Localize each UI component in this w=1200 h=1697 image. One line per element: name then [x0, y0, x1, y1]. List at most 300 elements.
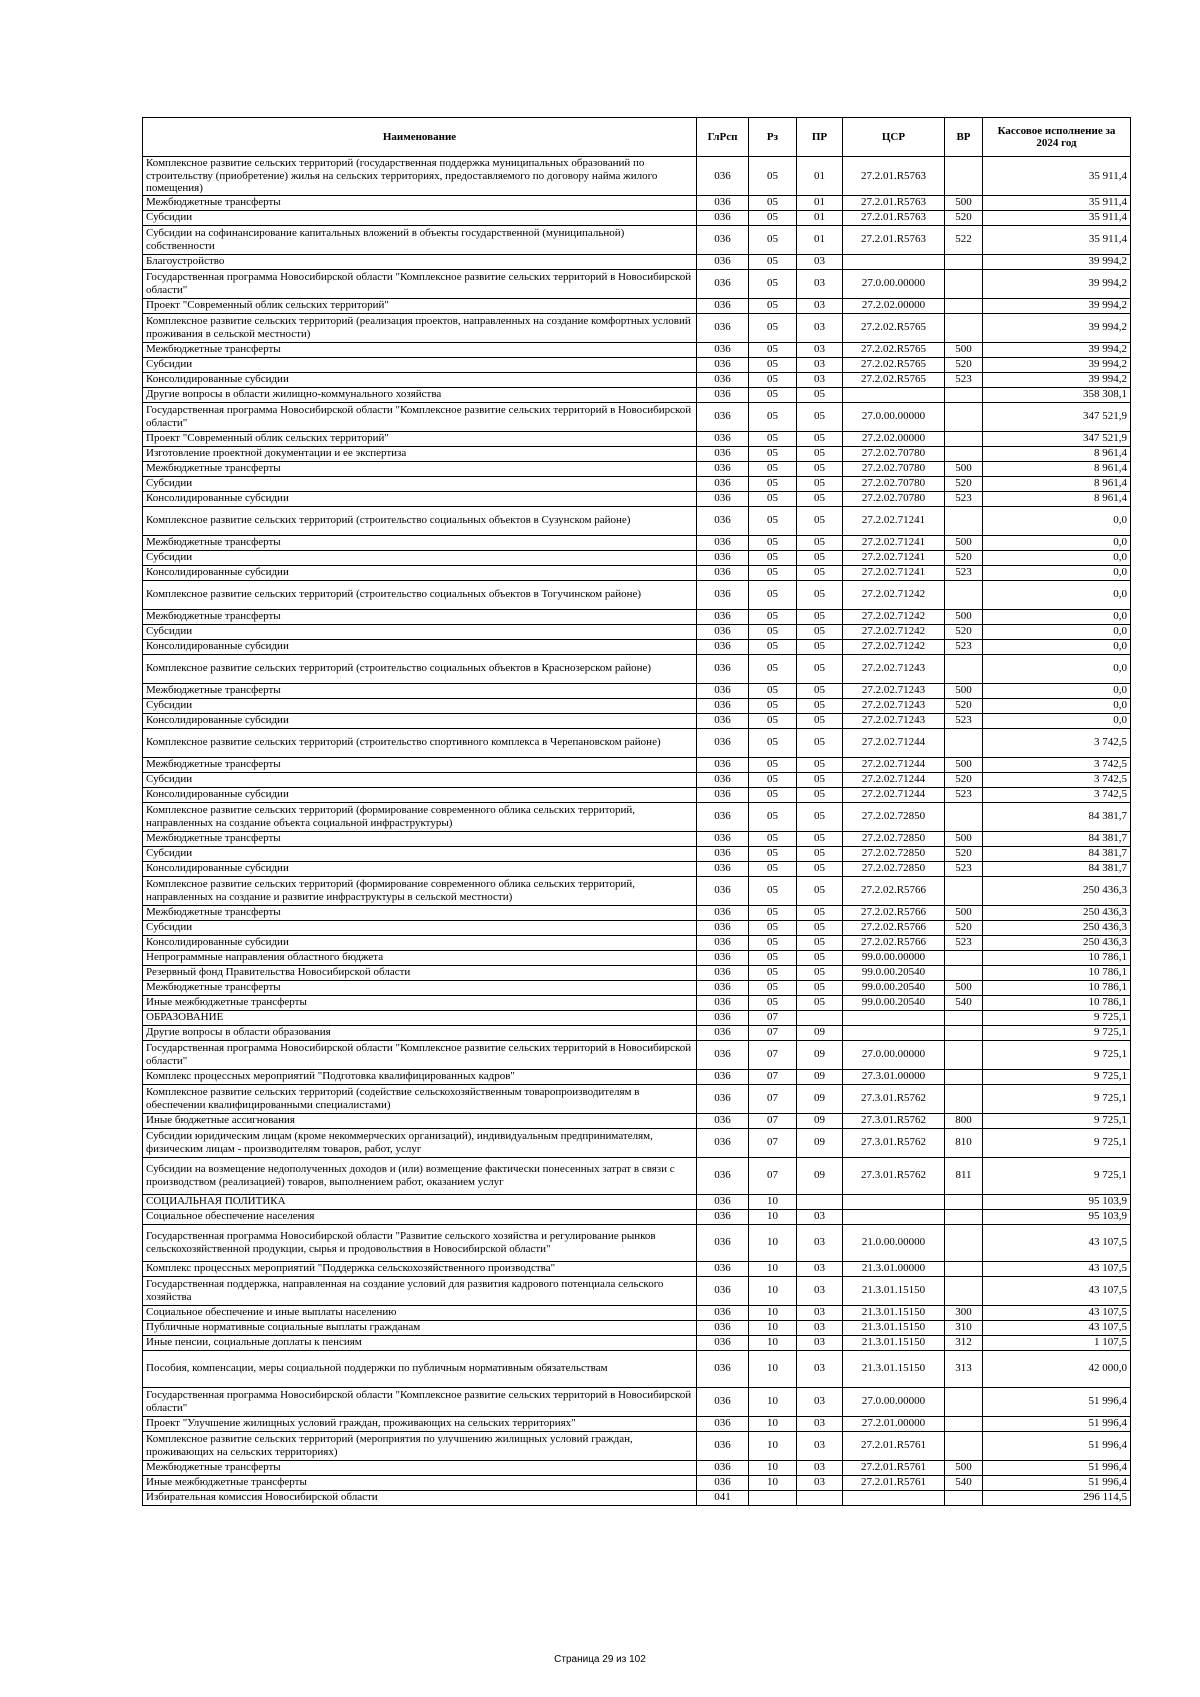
cell-rz: 07 — [749, 1113, 797, 1128]
table-row — [143, 1335, 1131, 1350]
cell-grp: 036 — [697, 1350, 749, 1387]
cell-pr: 09 — [797, 1113, 843, 1128]
cell-vr — [945, 446, 983, 461]
cell-sum: 9 725,1 — [983, 1157, 1131, 1194]
cell-grp: 036 — [697, 698, 749, 713]
cell-pr: 03 — [797, 313, 843, 342]
cell-rz: 07 — [749, 1128, 797, 1157]
cell-vr: 520 — [945, 772, 983, 787]
table-row — [143, 728, 1131, 757]
cell-csr: 27.2.01.R5761 — [843, 1460, 945, 1475]
cell-sum: 0,0 — [983, 609, 1131, 624]
cell-pr: 09 — [797, 1084, 843, 1113]
cell-name: Субсидии на возмещение недополученных доходов и (или) возмещение фактически понесенных затрат в связи с производством (реализацией) товаров, выполнением работ, оказанием услуг — [143, 1157, 697, 1194]
cell-rz: 10 — [749, 1209, 797, 1224]
cell-pr: 03 — [797, 1320, 843, 1335]
table-row — [143, 609, 1131, 624]
cell-pr: 09 — [797, 1069, 843, 1084]
cell-grp: 036 — [697, 372, 749, 387]
cell-vr: 523 — [945, 861, 983, 876]
table-row — [143, 683, 1131, 698]
cell-csr — [843, 1025, 945, 1040]
cell-name: Другие вопросы в области образования — [143, 1025, 697, 1040]
cell-grp: 036 — [697, 802, 749, 831]
cell-rz: 10 — [749, 1460, 797, 1475]
table-row — [143, 654, 1131, 683]
cell-csr: 21.3.01.15150 — [843, 1350, 945, 1387]
cell-grp: 036 — [697, 905, 749, 920]
table-row — [143, 950, 1131, 965]
table-row — [143, 802, 1131, 831]
table-row — [143, 1320, 1131, 1335]
cell-name: Иные пенсии, социальные доплаты к пенсиям — [143, 1335, 697, 1350]
cell-rz: 05 — [749, 757, 797, 772]
cell-csr: 27.3.01.00000 — [843, 1069, 945, 1084]
cell-name: Субсидии — [143, 772, 697, 787]
cell-csr: 27.2.02.70780 — [843, 461, 945, 476]
cell-csr: 27.2.02.72850 — [843, 861, 945, 876]
cell-name: Межбюджетные трансферты — [143, 905, 697, 920]
cell-rz: 05 — [749, 313, 797, 342]
cell-vr: 520 — [945, 698, 983, 713]
cell-csr: 27.2.02.71242 — [843, 624, 945, 639]
table-row — [143, 1040, 1131, 1069]
cell-csr: 27.2.02.71241 — [843, 535, 945, 550]
cell-name: Комплексное развитие сельских территорий (строительство спортивного комплекса в Черепановском районе) — [143, 728, 697, 757]
cell-rz: 05 — [749, 402, 797, 431]
cell-sum: 35 911,4 — [983, 157, 1131, 196]
cell-name: Субсидии на софинансирование капитальных вложений в объекты государственной (муниципальной) собственности — [143, 225, 697, 254]
cell-name: СОЦИАЛЬНАЯ ПОЛИТИКА — [143, 1194, 697, 1209]
cell-rz: 05 — [749, 254, 797, 269]
cell-vr — [945, 506, 983, 535]
table-row — [143, 269, 1131, 298]
cell-csr: 27.2.02.R5766 — [843, 920, 945, 935]
cell-pr: 05 — [797, 757, 843, 772]
table-row — [143, 298, 1131, 313]
cell-name: Межбюджетные трансферты — [143, 461, 697, 476]
cell-grp: 036 — [697, 491, 749, 506]
cell-vr — [945, 1209, 983, 1224]
cell-rz: 10 — [749, 1350, 797, 1387]
cell-sum: 8 961,4 — [983, 476, 1131, 491]
cell-grp: 036 — [697, 1460, 749, 1475]
cell-csr: 27.2.02.R5766 — [843, 935, 945, 950]
cell-grp: 036 — [697, 1157, 749, 1194]
cell-name: Субсидии — [143, 476, 697, 491]
cell-grp: 036 — [697, 157, 749, 196]
cell-rz: 05 — [749, 698, 797, 713]
cell-csr: 27.2.01.R5761 — [843, 1431, 945, 1460]
cell-grp: 036 — [697, 950, 749, 965]
cell-pr: 03 — [797, 1387, 843, 1416]
cell-sum: 43 107,5 — [983, 1276, 1131, 1305]
cell-grp: 036 — [697, 298, 749, 313]
cell-sum: 9 725,1 — [983, 1128, 1131, 1157]
cell-name: Субсидии — [143, 624, 697, 639]
cell-rz: 05 — [749, 269, 797, 298]
cell-name: Проект "Улучшение жилищных условий граждан, проживающих на сельских территориях" — [143, 1416, 697, 1431]
table-row — [143, 1261, 1131, 1276]
cell-vr — [945, 1084, 983, 1113]
cell-name: Пособия, компенсации, меры социальной поддержки по публичным нормативным обязательствам — [143, 1350, 697, 1387]
cell-rz: 05 — [749, 535, 797, 550]
cell-pr: 03 — [797, 357, 843, 372]
cell-grp: 036 — [697, 624, 749, 639]
cell-grp: 036 — [697, 476, 749, 491]
cell-name: Комплексное развитие сельских территорий (строительство социальных объектов в Тогучинском районе) — [143, 580, 697, 609]
cell-name: Консолидированные субсидии — [143, 861, 697, 876]
cell-vr — [945, 654, 983, 683]
cell-grp: 036 — [697, 580, 749, 609]
cell-pr: 05 — [797, 609, 843, 624]
cell-sum: 0,0 — [983, 713, 1131, 728]
cell-vr — [945, 269, 983, 298]
cell-rz: 10 — [749, 1431, 797, 1460]
cell-vr: 500 — [945, 683, 983, 698]
cell-name: Государственная программа Новосибирской области "Комплексное развитие сельских территорий в Новосибирской области" — [143, 269, 697, 298]
cell-sum: 43 107,5 — [983, 1305, 1131, 1320]
cell-vr: 312 — [945, 1335, 983, 1350]
cell-pr: 05 — [797, 446, 843, 461]
cell-sum: 43 107,5 — [983, 1261, 1131, 1276]
cell-vr: 500 — [945, 195, 983, 210]
cell-csr: 27.2.02.71242 — [843, 639, 945, 654]
cell-grp: 036 — [697, 461, 749, 476]
cell-pr: 03 — [797, 342, 843, 357]
cell-pr: 05 — [797, 728, 843, 757]
table-row — [143, 225, 1131, 254]
cell-pr: 03 — [797, 298, 843, 313]
cell-grp: 036 — [697, 1387, 749, 1416]
cell-csr: 27.2.02.72850 — [843, 846, 945, 861]
cell-name: Государственная программа Новосибирской области "Комплексное развитие сельских территорий в Новосибирской области" — [143, 1040, 697, 1069]
cell-vr: 500 — [945, 609, 983, 624]
cell-name: Социальное обеспечение населения — [143, 1209, 697, 1224]
cell-name: Консолидированные субсидии — [143, 565, 697, 580]
cell-pr: 05 — [797, 506, 843, 535]
cell-grp: 036 — [697, 654, 749, 683]
cell-csr: 27.2.02.71243 — [843, 683, 945, 698]
cell-sum: 10 786,1 — [983, 965, 1131, 980]
cell-grp: 036 — [697, 1040, 749, 1069]
cell-vr — [945, 1010, 983, 1025]
cell-grp: 036 — [697, 210, 749, 225]
cell-sum: 10 786,1 — [983, 995, 1131, 1010]
cell-pr: 05 — [797, 905, 843, 920]
cell-sum: 95 103,9 — [983, 1194, 1131, 1209]
cell-sum: 43 107,5 — [983, 1224, 1131, 1261]
table-row — [143, 491, 1131, 506]
cell-pr: 09 — [797, 1025, 843, 1040]
cell-sum: 10 786,1 — [983, 980, 1131, 995]
cell-name: Консолидированные субсидии — [143, 372, 697, 387]
cell-rz: 05 — [749, 713, 797, 728]
cell-name: Межбюджетные трансферты — [143, 980, 697, 995]
cell-pr: 03 — [797, 1431, 843, 1460]
cell-csr: 27.2.02.72850 — [843, 831, 945, 846]
cell-sum: 0,0 — [983, 535, 1131, 550]
cell-name: Избирательная комиссия Новосибирской области — [143, 1490, 697, 1505]
cell-grp: 036 — [697, 757, 749, 772]
table-row — [143, 787, 1131, 802]
cell-grp: 036 — [697, 935, 749, 950]
cell-rz: 10 — [749, 1194, 797, 1209]
table-row — [143, 446, 1131, 461]
cell-grp: 036 — [697, 1261, 749, 1276]
cell-rz: 05 — [749, 920, 797, 935]
cell-vr: 540 — [945, 995, 983, 1010]
table-row — [143, 757, 1131, 772]
table-row — [143, 995, 1131, 1010]
page-number: Страница 29 из 102 — [554, 1654, 646, 1665]
cell-rz: 05 — [749, 157, 797, 196]
cell-rz: 05 — [749, 387, 797, 402]
cell-name: Консолидированные субсидии — [143, 787, 697, 802]
header-grp: ГлРсп — [697, 118, 749, 157]
cell-grp: 036 — [697, 1431, 749, 1460]
table-row — [143, 461, 1131, 476]
cell-pr: 05 — [797, 995, 843, 1010]
cell-grp: 036 — [697, 565, 749, 580]
cell-grp: 036 — [697, 357, 749, 372]
cell-csr: 21.3.01.15150 — [843, 1305, 945, 1320]
cell-pr: 05 — [797, 461, 843, 476]
cell-grp: 036 — [697, 506, 749, 535]
cell-vr — [945, 1387, 983, 1416]
cell-csr: 27.0.00.00000 — [843, 1387, 945, 1416]
table-row — [143, 1084, 1131, 1113]
cell-pr: 03 — [797, 1335, 843, 1350]
cell-vr — [945, 254, 983, 269]
cell-sum: 9 725,1 — [983, 1084, 1131, 1113]
table-row — [143, 920, 1131, 935]
cell-grp: 036 — [697, 254, 749, 269]
cell-vr: 520 — [945, 624, 983, 639]
cell-sum: 1 107,5 — [983, 1335, 1131, 1350]
cell-grp: 036 — [697, 861, 749, 876]
cell-rz: 05 — [749, 476, 797, 491]
cell-name: Комплексное развитие сельских территорий (строительство социальных объектов в Сузунском районе) — [143, 506, 697, 535]
cell-rz: 10 — [749, 1335, 797, 1350]
budget-execution-table — [142, 117, 1131, 1506]
cell-csr: 27.2.02.71242 — [843, 580, 945, 609]
table-row — [143, 965, 1131, 980]
cell-sum: 39 994,2 — [983, 298, 1131, 313]
cell-pr: 05 — [797, 713, 843, 728]
cell-vr: 500 — [945, 905, 983, 920]
cell-name: ОБРАЗОВАНИЕ — [143, 1010, 697, 1025]
cell-vr — [945, 950, 983, 965]
cell-grp: 036 — [697, 1276, 749, 1305]
table-row — [143, 831, 1131, 846]
cell-pr: 03 — [797, 372, 843, 387]
cell-grp: 036 — [697, 713, 749, 728]
table-row — [143, 861, 1131, 876]
cell-rz: 05 — [749, 995, 797, 1010]
cell-rz: 07 — [749, 1025, 797, 1040]
cell-vr: 540 — [945, 1475, 983, 1490]
cell-sum: 0,0 — [983, 580, 1131, 609]
table-row — [143, 624, 1131, 639]
cell-name: Межбюджетные трансферты — [143, 757, 697, 772]
cell-pr: 05 — [797, 402, 843, 431]
cell-grp: 036 — [697, 639, 749, 654]
cell-grp: 036 — [697, 550, 749, 565]
cell-grp: 036 — [697, 313, 749, 342]
cell-rz: 05 — [749, 802, 797, 831]
cell-name: Межбюджетные трансферты — [143, 683, 697, 698]
table-row — [143, 639, 1131, 654]
table-row — [143, 1224, 1131, 1261]
cell-csr: 27.2.01.R5761 — [843, 1475, 945, 1490]
cell-csr: 27.2.01.R5763 — [843, 225, 945, 254]
cell-rz: 05 — [749, 935, 797, 950]
cell-pr: 05 — [797, 654, 843, 683]
cell-rz: 05 — [749, 609, 797, 624]
table-row — [143, 1069, 1131, 1084]
cell-rz: 05 — [749, 965, 797, 980]
cell-pr: 05 — [797, 624, 843, 639]
cell-sum: 3 742,5 — [983, 787, 1131, 802]
cell-vr — [945, 157, 983, 196]
cell-sum: 8 961,4 — [983, 491, 1131, 506]
cell-rz: 05 — [749, 876, 797, 905]
cell-rz: 05 — [749, 639, 797, 654]
cell-vr — [945, 431, 983, 446]
table-row — [143, 1490, 1131, 1505]
cell-sum: 39 994,2 — [983, 342, 1131, 357]
table-row — [143, 1128, 1131, 1157]
cell-name: Непрограммные направления областного бюджета — [143, 950, 697, 965]
cell-sum: 3 742,5 — [983, 772, 1131, 787]
cell-rz: 10 — [749, 1387, 797, 1416]
cell-vr — [945, 728, 983, 757]
cell-vr: 800 — [945, 1113, 983, 1128]
table-row — [143, 1157, 1131, 1194]
cell-pr: 01 — [797, 195, 843, 210]
cell-sum: 10 786,1 — [983, 950, 1131, 965]
cell-grp: 036 — [697, 446, 749, 461]
cell-vr: 500 — [945, 831, 983, 846]
cell-pr: 01 — [797, 225, 843, 254]
cell-vr — [945, 313, 983, 342]
cell-pr: 05 — [797, 535, 843, 550]
cell-rz: 07 — [749, 1010, 797, 1025]
cell-sum: 51 996,4 — [983, 1431, 1131, 1460]
cell-sum: 250 436,3 — [983, 935, 1131, 950]
cell-csr: 99.0.00.20540 — [843, 965, 945, 980]
cell-rz: 05 — [749, 772, 797, 787]
table-row — [143, 1025, 1131, 1040]
cell-pr: 05 — [797, 876, 843, 905]
table-row — [143, 157, 1131, 196]
cell-pr: 03 — [797, 1261, 843, 1276]
table-row — [143, 580, 1131, 609]
cell-sum: 3 742,5 — [983, 728, 1131, 757]
cell-rz: 05 — [749, 225, 797, 254]
cell-sum: 9 725,1 — [983, 1113, 1131, 1128]
cell-grp: 036 — [697, 965, 749, 980]
cell-csr: 27.2.02.R5765 — [843, 357, 945, 372]
cell-rz: 10 — [749, 1276, 797, 1305]
header-sum: Кассовое исполнение за 2024 год — [983, 118, 1131, 157]
header-name: Наименование — [143, 118, 697, 157]
cell-vr: 300 — [945, 1305, 983, 1320]
cell-name: Комплекс процессных мероприятий "Поддержка сельскохозяйственного производства" — [143, 1261, 697, 1276]
cell-csr: 27.2.01.R5763 — [843, 195, 945, 210]
cell-grp: 036 — [697, 1069, 749, 1084]
cell-rz: 10 — [749, 1261, 797, 1276]
cell-rz: 05 — [749, 298, 797, 313]
cell-grp: 036 — [697, 1335, 749, 1350]
cell-name: Субсидии — [143, 846, 697, 861]
cell-pr: 03 — [797, 269, 843, 298]
cell-vr: 500 — [945, 1460, 983, 1475]
cell-rz: 05 — [749, 372, 797, 387]
table-body — [143, 157, 1131, 1506]
cell-rz: 05 — [749, 683, 797, 698]
cell-csr: 21.3.01.00000 — [843, 1261, 945, 1276]
header-pr: ПР — [797, 118, 843, 157]
cell-vr: 310 — [945, 1320, 983, 1335]
cell-sum: 0,0 — [983, 565, 1131, 580]
cell-grp: 036 — [697, 431, 749, 446]
cell-vr — [945, 402, 983, 431]
cell-sum: 9 725,1 — [983, 1069, 1131, 1084]
cell-csr: 27.2.01.R5763 — [843, 210, 945, 225]
cell-sum: 35 911,4 — [983, 225, 1131, 254]
cell-pr: 05 — [797, 950, 843, 965]
cell-pr: 05 — [797, 802, 843, 831]
cell-csr: 27.2.02.R5765 — [843, 342, 945, 357]
cell-vr — [945, 1040, 983, 1069]
cell-rz: 05 — [749, 654, 797, 683]
cell-csr: 27.2.02.71241 — [843, 550, 945, 565]
cell-pr: 05 — [797, 491, 843, 506]
cell-grp: 036 — [697, 387, 749, 402]
cell-name: Социальное обеспечение и иные выплаты населению — [143, 1305, 697, 1320]
cell-csr: 27.0.00.00000 — [843, 402, 945, 431]
cell-grp: 036 — [697, 609, 749, 624]
table-row — [143, 476, 1131, 491]
cell-rz: 10 — [749, 1320, 797, 1335]
cell-vr — [945, 1261, 983, 1276]
table-row — [143, 935, 1131, 950]
table-row — [143, 980, 1131, 995]
cell-vr — [945, 1431, 983, 1460]
header-csr: ЦСР — [843, 118, 945, 157]
cell-csr: 27.2.02.71243 — [843, 654, 945, 683]
cell-rz: 05 — [749, 565, 797, 580]
cell-vr — [945, 387, 983, 402]
cell-csr: 27.2.02.71243 — [843, 698, 945, 713]
cell-vr: 523 — [945, 491, 983, 506]
cell-vr: 523 — [945, 713, 983, 728]
cell-csr: 27.0.00.00000 — [843, 269, 945, 298]
cell-name: Межбюджетные трансферты — [143, 609, 697, 624]
table-row — [143, 846, 1131, 861]
cell-csr: 27.2.02.71244 — [843, 772, 945, 787]
cell-vr: 523 — [945, 935, 983, 950]
cell-csr: 27.2.02.00000 — [843, 298, 945, 313]
cell-rz: 05 — [749, 846, 797, 861]
cell-csr: 27.2.02.R5765 — [843, 372, 945, 387]
cell-vr: 522 — [945, 225, 983, 254]
cell-name: Межбюджетные трансферты — [143, 195, 697, 210]
cell-sum: 250 436,3 — [983, 920, 1131, 935]
table-row — [143, 387, 1131, 402]
